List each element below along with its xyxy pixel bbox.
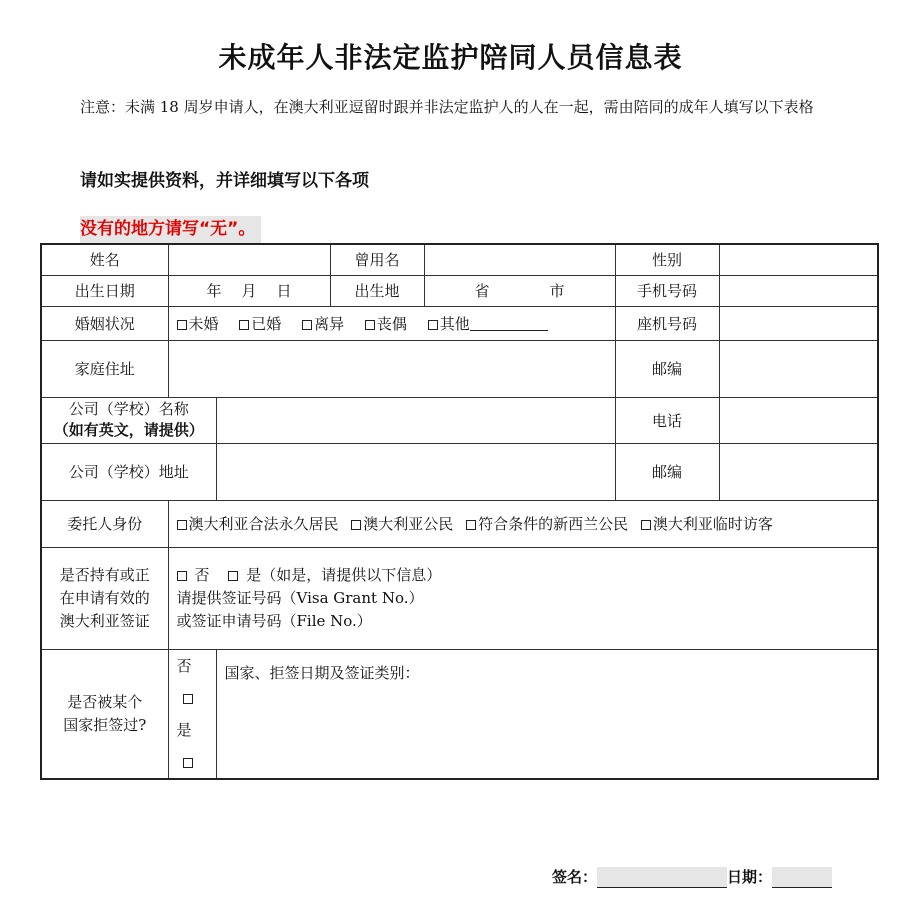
name-label: 姓名 <box>41 244 168 275</box>
birthplace-field[interactable] <box>424 275 615 306</box>
checkbox-icon[interactable] <box>183 758 193 768</box>
checkbox-icon[interactable] <box>641 520 651 530</box>
signature-line[interactable] <box>597 867 727 888</box>
refused-options <box>168 649 216 779</box>
refused-detail-label: 国家、拒签日期及签证类别： <box>224 663 420 682</box>
phone-label: 电话 <box>615 397 719 443</box>
file-no-label: 或签证申请号码（File No.） <box>176 611 372 630</box>
refused-option-no[interactable]: 否 <box>177 650 212 714</box>
checkbox-icon[interactable] <box>365 320 375 330</box>
company-name-note: （如有英文，请提供） <box>53 421 204 439</box>
warning-text: 没有的地方请写“无”。 <box>80 216 261 243</box>
refused-question-label: 是否被某个 国家拒签过? <box>41 649 168 779</box>
province-label: 省 <box>474 282 490 300</box>
checkbox-icon[interactable] <box>466 520 476 530</box>
marital-option-widowed[interactable]: 丧偶 <box>365 315 407 333</box>
mobile-field[interactable] <box>719 275 878 306</box>
visa-answer-area <box>168 547 878 649</box>
marital-option-other[interactable]: 其他 <box>428 315 548 333</box>
dob-field[interactable] <box>168 275 330 306</box>
birthplace-label: 出生地 <box>330 275 424 306</box>
identity-option-visitor[interactable]: 澳大利亚临时访客 <box>641 515 773 533</box>
former-name-label: 曾用名 <box>330 244 424 275</box>
visa-option-no[interactable]: 否 <box>177 566 210 584</box>
info-form-table <box>40 243 879 780</box>
postcode2-label: 邮编 <box>615 443 719 500</box>
home-address-label: 家庭住址 <box>41 340 168 397</box>
dob-label: 出生日期 <box>41 275 168 306</box>
checkbox-icon[interactable] <box>228 571 238 581</box>
refused-detail-field[interactable] <box>216 649 878 779</box>
marital-label: 婚姻状况 <box>41 306 168 340</box>
marital-option-married[interactable]: 已婚 <box>239 315 281 333</box>
date-line[interactable] <box>772 867 832 888</box>
signature-area <box>552 866 832 888</box>
checkbox-icon[interactable] <box>177 571 187 581</box>
postcode-label: 邮编 <box>615 340 719 397</box>
identity-option-nz[interactable]: 符合条件的新西兰公民 <box>466 515 628 533</box>
company-address-field[interactable] <box>216 443 615 500</box>
company-name-text: 公司（学校）名称 <box>68 400 189 418</box>
note-text: 注意：未满 18 周岁申请人，在澳大利亚逗留时跟并非法定监护人的人在一起，需由陪同的成年人填写以下表格 <box>80 98 814 116</box>
gender-label: 性别 <box>615 244 719 275</box>
checkbox-icon[interactable] <box>177 320 187 330</box>
postcode2-field[interactable] <box>719 443 878 500</box>
gender-field[interactable] <box>719 244 878 275</box>
mobile-label: 手机号码 <box>615 275 719 306</box>
city-label: 市 <box>549 282 565 300</box>
checkbox-icon[interactable] <box>428 320 438 330</box>
phone-field[interactable] <box>719 397 878 443</box>
instruction-text: 请如实提供资料，并详细填写以下各项 <box>80 171 369 191</box>
identity-options <box>168 500 878 547</box>
landline-label: 座机号码 <box>615 306 719 340</box>
company-name-label <box>41 397 216 443</box>
identity-option-pr[interactable]: 澳大利亚合法永久居民 <box>177 515 339 533</box>
checkbox-icon[interactable] <box>351 520 361 530</box>
year-label: 年 <box>206 282 222 300</box>
checkbox-icon[interactable] <box>183 694 193 704</box>
home-address-field[interactable] <box>168 340 615 397</box>
other-blank-line[interactable] <box>470 316 548 331</box>
marital-option-divorced[interactable]: 离异 <box>302 315 344 333</box>
checkbox-icon[interactable] <box>302 320 312 330</box>
marital-options <box>168 306 615 340</box>
marital-option-unmarried[interactable]: 未婚 <box>177 315 219 333</box>
sign-label: 签名： <box>552 868 598 886</box>
company-name-field[interactable] <box>216 397 615 443</box>
visa-grant-label: 请提供签证号码（Visa Grant No.） <box>176 588 424 607</box>
date-label: 日期： <box>727 868 773 886</box>
identity-option-citizen[interactable]: 澳大利亚公民 <box>351 515 453 533</box>
checkbox-icon[interactable] <box>177 520 187 530</box>
page-title: 未成年人非法定监护陪同人员信息表 <box>218 41 683 74</box>
month-label: 月 <box>241 282 257 300</box>
sponsor-identity-label: 委托人身份 <box>41 500 168 547</box>
former-name-field[interactable] <box>424 244 615 275</box>
visa-option-yes[interactable]: 是（如是，请提供以下信息） <box>228 566 441 584</box>
postcode-field[interactable] <box>719 340 878 397</box>
name-field[interactable] <box>168 244 330 275</box>
checkbox-icon[interactable] <box>239 320 249 330</box>
landline-field[interactable] <box>719 306 878 340</box>
company-address-label: 公司（学校）地址 <box>41 443 216 500</box>
day-label: 日 <box>276 282 292 300</box>
refused-option-yes[interactable]: 是 <box>177 714 212 778</box>
visa-question-label: 是否持有或正 在申请有效的 澳大利亚签证 <box>41 547 168 649</box>
